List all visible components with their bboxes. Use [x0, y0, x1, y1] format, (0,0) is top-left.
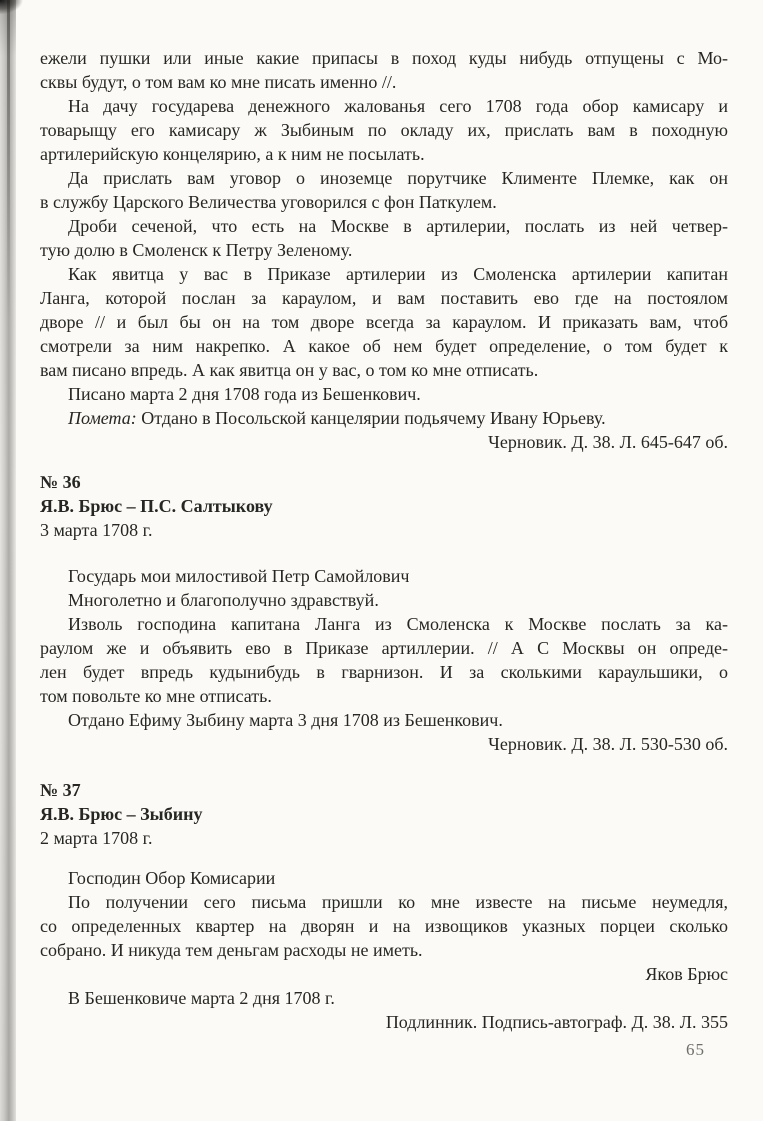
- dateline: Писано марта 2 дня 1708 года из Бешенкович.: [68, 384, 421, 404]
- letter-36-date: 3 марта 1708 г.: [40, 520, 153, 540]
- letter-37-title: Я.В. Брюс – Зыбину: [40, 804, 203, 824]
- letter-continuation-line: Да прислать вам уговор о иноземце порутчике Клименте Племке, как он: [68, 168, 728, 188]
- letter-36-dispatch-note: Отдано Ефиму Зыбину марта 3 дня 1708 из Бешенкович.: [68, 710, 503, 730]
- letter-continuation-line: Как явитца у вас в Приказе артилерии из Смоленска артилерии капитан: [68, 264, 728, 284]
- archival-reference: Черновик. Д. 38. Л. 645-647 об.: [488, 432, 728, 452]
- pometa-note: [40, 406, 728, 430]
- letter-continuation-line: На дачу государева денежного жалованья сего 1708 года обор камисару и: [68, 96, 728, 116]
- letter-continuation-line: смотрели за ним накрепко. А какое об нем будет определение, о том будет к: [40, 336, 728, 356]
- page-number: 65: [686, 1040, 705, 1059]
- letter-36-body-line: Государь мои милостивой Петр Самойлович: [68, 566, 410, 586]
- document-text: [40, 46, 728, 1034]
- scan-corner-shadow: [0, 0, 32, 20]
- dateline: В Бешенковиче марта 2 дня 1708 г.: [68, 988, 335, 1008]
- pometa-text: Отдано в Посольской канцелярии подьячему Ивану Юрьеву.: [136, 408, 606, 428]
- letter-36-body-line: лен будет впредь кудынибудь в гварнизон. И за сколькими караульшики, о: [40, 662, 728, 682]
- letter-36-body-line: раулом же и объявить ево в Приказе артиллерии. // А С Москвы он опреде-: [40, 638, 728, 658]
- letter-36-body-line: Многолетно и благополучно здравствуй.: [68, 590, 379, 610]
- scan-edge-line: [7, 0, 10, 320]
- letter-36-body-line: том повольте ко мне отписать.: [40, 686, 272, 706]
- letter-continuation-line: Ланга, которой послан за караулом, и вам поставить ево где на постоялом: [40, 288, 728, 308]
- letter-continuation-line: сквы будут, о том вам ко мне писать именно //.: [40, 72, 397, 92]
- letter-36-title: Я.В. Брюс – П.С. Салтыкову: [40, 496, 273, 516]
- letter-37-body-line: со определенных квартер на дворян и на извощиков указных порцеи сколько: [40, 916, 728, 936]
- letter-continuation-line: вам писано впредь. А как явитца он у вас, о том ко мне отписать.: [40, 360, 539, 380]
- letter-continuation-line: в службу Царского Величества уговорился с фон Паткулем.: [40, 192, 497, 212]
- pometa-label: Помета:: [68, 408, 137, 428]
- signature: Яков Брюс: [645, 964, 728, 984]
- letter-37-body-line: По получении сего письма пришли ко мне извеcте на письме неумедля,: [68, 892, 728, 912]
- letter-continuation-line: товарыщу его камисару ж Зыбиным по окладу их, прислать вам в походную: [40, 120, 728, 140]
- letter-continuation-line: артилерийскую концелярию, а к ним не посылать.: [40, 144, 425, 164]
- letter-37-body-line: собрано. И никуда тем деньгам расходы не иметь.: [40, 940, 423, 960]
- section-gap: [40, 542, 728, 564]
- section-gap: [40, 454, 728, 470]
- section-gap: [40, 850, 728, 866]
- letter-36-body-line: Изволь господина капитана Ланга из Смоленска к Москве послать за ка-: [68, 614, 728, 634]
- letter-continuation-line: ежели пушки или иные какие припасы в поход куды нибудь отпущены с Мо-: [40, 48, 728, 68]
- letter-continuation-line: Дроби сеченой, что есть на Москве в артилерии, послать из ней четвер-: [68, 216, 728, 236]
- archival-reference: Черновик. Д. 38. Л. 530-530 об.: [488, 734, 728, 754]
- letter-continuation-line: дворе // и был бы он на том дворе всегда за караулом. И приказать вам, чтоб: [40, 312, 728, 332]
- letter-36-number: № 36: [40, 472, 81, 492]
- archival-reference: Подлинник. Подпись-автограф. Д. 38. Л. 355: [385, 1012, 728, 1032]
- letter-continuation-line: тую долю в Смоленск к Петру Зеленому.: [40, 240, 353, 260]
- letter-37-date: 2 марта 1708 г.: [40, 828, 153, 848]
- section-gap: [40, 756, 728, 778]
- letter-37-number: № 37: [40, 780, 81, 800]
- letter-37-body-line: Господин Обор Комисарии: [68, 868, 276, 888]
